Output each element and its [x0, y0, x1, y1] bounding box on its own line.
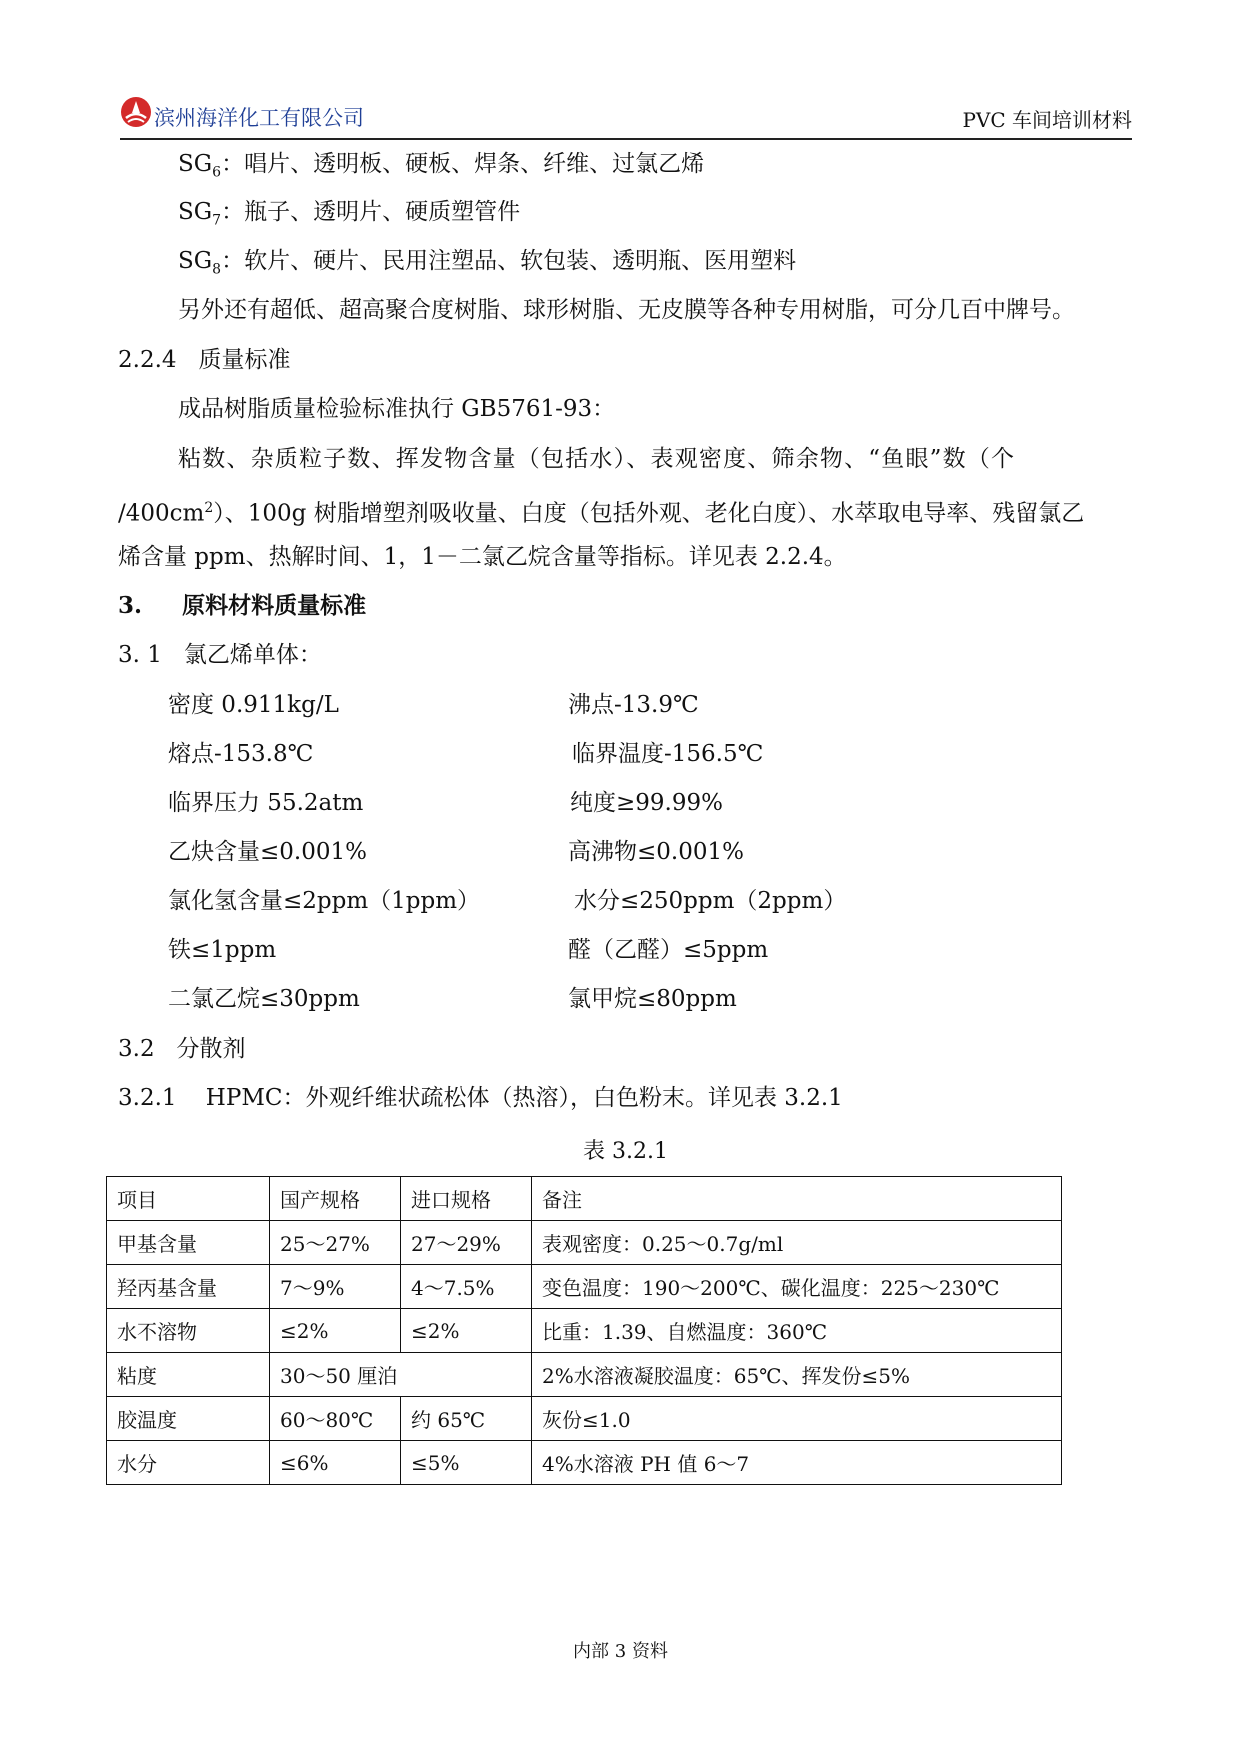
table-cell: 胶温度 [107, 1397, 270, 1441]
table-row [107, 1441, 1062, 1485]
vcm-property-left: 铁≤1ppm [168, 937, 277, 963]
table-cell: 4～7.5% [401, 1265, 532, 1309]
table-cell: 甲基含量 [107, 1221, 270, 1265]
table-row [107, 1397, 1062, 1441]
vcm-property-left: 氯化氢含量≤2ppm（1ppm） [168, 888, 481, 914]
table-cell: ≤2% [401, 1309, 532, 1353]
section-heading-3: 3. 原料材料质量标准 [118, 592, 367, 619]
vcm-property-left: 临界压力 55.2atm [168, 790, 364, 816]
table-cell: ≤6% [270, 1441, 401, 1485]
vcm-property-right: 纯度≥99.99% [570, 790, 723, 816]
page-header [120, 96, 1132, 140]
table-cell: ≤5% [401, 1441, 532, 1485]
table-row [107, 1309, 1062, 1353]
table-cell: 2%水溶液凝胶温度：65℃、挥发份≤5% [532, 1353, 1062, 1397]
quality-indicators-line-2: $/400cm^2$）、100g 树脂增塑剂吸收量、白度（包括外观、老化白度）、水萃取电导率、残留氯乙 [118, 500, 1085, 527]
table-cell: 25～27% [270, 1221, 401, 1265]
table-cell: 羟丙基含量 [107, 1265, 270, 1309]
table-header-cell: 进口规格 [401, 1177, 532, 1221]
table-cell: 比重：1.39、自燃温度：360℃ [532, 1309, 1062, 1353]
table-cell: 表观密度：0.25～0.7g/ml [532, 1221, 1062, 1265]
table-header-cell: 项目 [107, 1177, 270, 1221]
page-footer: 内部 3 资料 [573, 1641, 668, 1662]
vcm-property-left: 密度 0.911kg/L [168, 692, 339, 718]
table-cell: 30～50 厘泊 [270, 1353, 532, 1397]
table-cell: ≤2% [270, 1309, 401, 1353]
table-cell: 变色温度：190～200℃、碳化温度：225～230℃ [532, 1265, 1062, 1309]
section-heading-2-2-4: 2.2.4 质量标准 [118, 347, 291, 373]
grade-sg6: $SG_6$：唱片、透明板、硬板、焊条、纤维、过氯乙烯 [178, 151, 705, 181]
vcm-property-right: 高沸物≤0.001% [568, 839, 744, 865]
vcm-property-right: 氯甲烷≤80ppm [568, 986, 737, 1012]
table-cell: 4%水溶液 PH 值 6～7 [532, 1441, 1062, 1485]
quality-standard-paragraph: 成品树脂质量检验标准执行 GB5761-93： [178, 396, 616, 422]
table-header-cell: 国产规格 [270, 1177, 401, 1221]
table-row [107, 1265, 1062, 1309]
table-cell: 7～9% [270, 1265, 401, 1309]
table-cell: 灰份≤1.0 [532, 1397, 1062, 1441]
table-cell: 27～29% [401, 1221, 532, 1265]
table-header-row [107, 1177, 1062, 1221]
table-caption: 表 3.2.1 [583, 1139, 668, 1164]
table-cell: 水分 [107, 1441, 270, 1485]
table-cell: 粘度 [107, 1353, 270, 1397]
section-heading-3-2: 3.2 分散剂 [118, 1036, 246, 1062]
table-cell: 水不溶物 [107, 1309, 270, 1353]
table-row [107, 1353, 1062, 1397]
vcm-property-left: 二氯乙烷≤30ppm [168, 986, 360, 1012]
quality-indicators-line-3: 烯含量 ppm、热解时间、1，1－二氯乙烷含量等指标。详见表 2.2.4。 [118, 544, 847, 570]
grade-sg8: $SG_8$：软片、硬片、民用注塑品、软包装、透明瓶、医用塑料 [178, 248, 797, 278]
table-header-cell: 备注 [532, 1177, 1062, 1221]
vcm-property-left: 熔点-153.8℃ [168, 741, 314, 767]
grade-sg7: $SG_7$：瓶子、透明片、硬质塑管件 [178, 199, 521, 229]
vcm-property-right: 临界温度-156.5℃ [572, 741, 764, 767]
table-row [107, 1221, 1062, 1265]
section-heading-3-1: 3. 1 氯乙烯单体： [118, 642, 322, 668]
vcm-property-right: 水分≤250ppm（2ppm） [574, 888, 847, 914]
special-resins-paragraph: 另外还有超低、超高聚合度树脂、球形树脂、无皮膜等各种专用树脂，可分几百中牌号。 [178, 297, 1075, 323]
vcm-property-right: 沸点-13.9℃ [568, 692, 699, 718]
company-logo-icon [120, 96, 152, 128]
vcm-property-right: 醛（乙醛）≤5ppm [568, 937, 769, 963]
quality-indicators-line-1: 粘数、杂质粒子数、挥发物含量（包括水）、表观密度、筛余物、“鱼眼”数（个 [178, 446, 1016, 472]
table-cell: 约 65℃ [401, 1397, 532, 1441]
vcm-property-left: 乙炔含量≤0.001% [168, 839, 367, 865]
table-cell: 60～80℃ [270, 1397, 401, 1441]
document-title: PVC 车间培训材料 [962, 108, 1132, 132]
section-3-2-1-paragraph: 3.2.1 HPMC：外观纤维状疏松体（热溶），白色粉末。详见表 3.2.1 [118, 1085, 843, 1111]
company-name: 滨州海洋化工有限公司 [154, 106, 364, 130]
hpmc-spec-table [106, 1176, 1062, 1485]
